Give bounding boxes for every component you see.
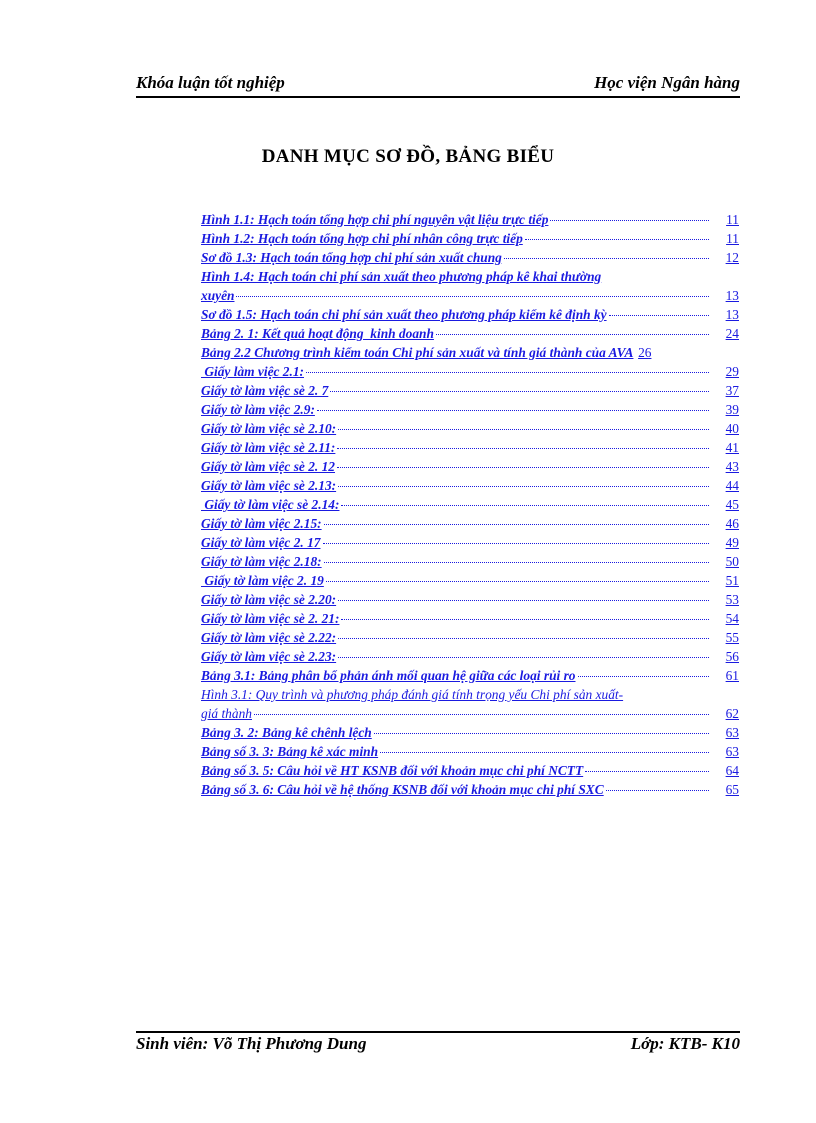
toc-entry-text[interactable]: Giấy tờ làm việc sè 2. 12 xyxy=(201,459,335,474)
dot-leader xyxy=(380,752,709,753)
dot-leader xyxy=(525,239,709,240)
toc-page-number[interactable]: 13 xyxy=(725,288,739,303)
toc-page-number[interactable]: 26 xyxy=(638,345,652,360)
toc-page-number[interactable]: 39 xyxy=(725,402,739,417)
toc-page-number[interactable]: 11 xyxy=(726,212,739,227)
dot-leader xyxy=(504,258,709,259)
table-of-figures xyxy=(201,210,739,799)
toc-entry-text[interactable]: Giấy tờ làm việc 2. 19 xyxy=(201,573,324,588)
toc-entry-text[interactable]: Bảng 2.2 Chương trình kiểm toán Chi phí sản xuất và tính giá thành của AVA xyxy=(201,345,634,360)
dot-leader xyxy=(324,524,709,525)
toc-page-number[interactable]: 11 xyxy=(726,231,739,246)
toc-entry[interactable] xyxy=(201,723,739,742)
toc-entry-text[interactable]: Giấy tờ làm việc sè 2.14: xyxy=(201,497,340,512)
toc-entry-text[interactable]: Bảng số 3. 3: Bảng kê xác minh xyxy=(201,744,379,759)
dot-leader xyxy=(374,733,709,734)
toc-entry[interactable] xyxy=(201,476,739,495)
toc-entry[interactable] xyxy=(201,343,739,362)
toc-entry-text[interactable]: Hình 1.2: Hạch toán tổng hợp chi phí nhân công trực tiếp xyxy=(201,231,523,246)
toc-page-number[interactable]: 43 xyxy=(725,459,739,474)
toc-page-number[interactable]: 51 xyxy=(725,573,739,588)
toc-page-number[interactable]: 49 xyxy=(725,535,739,550)
dot-leader xyxy=(338,600,709,601)
page-footer xyxy=(136,1034,740,1054)
page-title: DANH MỤC SƠ ĐỒ, BẢNG BIỂU xyxy=(261,146,555,167)
toc-entry[interactable] xyxy=(201,438,739,457)
toc-page-number[interactable]: 12 xyxy=(725,250,739,265)
toc-entry[interactable] xyxy=(201,248,739,267)
toc-page-number[interactable]: 63 xyxy=(725,725,739,740)
toc-page-number[interactable]: 62 xyxy=(725,706,739,721)
toc-entry-text[interactable]: Giấy tờ làm việc sè 2.11: xyxy=(201,440,336,455)
toc-page-number[interactable]: 63 xyxy=(725,744,739,759)
header-rule xyxy=(136,96,740,98)
dot-leader xyxy=(330,391,709,392)
dot-leader xyxy=(337,467,709,468)
toc-entry[interactable] xyxy=(201,362,739,381)
toc-page-number[interactable]: 44 xyxy=(725,478,739,493)
toc-entry[interactable] xyxy=(201,552,739,571)
toc-page-number[interactable]: 40 xyxy=(725,421,739,436)
dot-leader xyxy=(324,562,709,563)
header-institution: Học viện Ngân hàng xyxy=(594,73,740,92)
dot-leader xyxy=(323,543,710,544)
toc-entry[interactable] xyxy=(201,381,739,400)
toc-page-number[interactable]: 55 xyxy=(725,630,739,645)
toc-entry[interactable] xyxy=(201,305,739,324)
toc-entry-text[interactable]: Giấy tờ làm việc 2.18: xyxy=(201,554,322,569)
dot-leader xyxy=(326,581,709,582)
toc-entry[interactable] xyxy=(201,324,739,343)
toc-page-number[interactable]: 53 xyxy=(725,592,739,607)
toc-entry[interactable] xyxy=(201,666,739,685)
dot-leader xyxy=(585,771,709,772)
footer-rule xyxy=(136,1031,740,1033)
dot-leader xyxy=(341,505,709,506)
toc-page-number[interactable]: 61 xyxy=(725,668,739,683)
toc-entry[interactable] xyxy=(201,514,739,533)
toc-entry-text[interactable]: Bảng số 3. 6: Câu hỏi về hệ thống KSNB đối với khoản mục chi phí SXC xyxy=(201,782,604,797)
dot-leader xyxy=(338,486,709,487)
toc-entry[interactable] xyxy=(201,742,739,761)
toc-entry[interactable] xyxy=(201,609,739,628)
toc-entry-text[interactable]: Sơ đồ 1.3: Hạch toán tổng hợp chi phí sản xuất chung xyxy=(201,250,502,265)
toc-entry-text[interactable]: Bảng 2. 1: Kết quả hoạt động kinh doanh xyxy=(201,326,434,341)
toc-entry-text[interactable]: Giấy tờ làm việc sè 2.13: xyxy=(201,478,337,493)
toc-entry-text[interactable]: Bảng 3. 2: Bảng kê chênh lệch xyxy=(201,725,372,740)
toc-entry[interactable] xyxy=(201,210,739,229)
toc-entry[interactable] xyxy=(201,628,739,647)
toc-entry[interactable] xyxy=(201,533,739,552)
toc-entry[interactable] xyxy=(201,761,739,780)
dot-leader xyxy=(338,657,709,658)
toc-entry-text[interactable]: Bảng số 3. 5: Câu hỏi về HT KSNB đối với khoản mục chi phí NCTT xyxy=(201,763,584,778)
toc-entry[interactable] xyxy=(201,400,739,419)
header-thesis-label: Khóa luận tốt nghiệp xyxy=(136,73,285,92)
toc-page-number[interactable]: 54 xyxy=(725,611,739,626)
dot-leader xyxy=(338,638,709,639)
toc-entry-text-continued[interactable]: xuyên xyxy=(201,288,235,303)
footer-student-name: Sinh viên: Võ Thị Phương Dung xyxy=(136,1034,367,1053)
dot-leader xyxy=(236,296,709,297)
toc-entry[interactable] xyxy=(201,419,739,438)
dot-leader xyxy=(341,619,709,620)
dot-leader xyxy=(317,410,709,411)
dot-leader xyxy=(306,372,709,373)
dot-leader xyxy=(578,676,710,677)
toc-entry[interactable] xyxy=(201,229,739,248)
toc-entry-text[interactable]: Hình 1.1: Hạch toán tổng hợp chi phí nguyên vật liệu trực tiếp xyxy=(201,212,549,227)
dot-leader xyxy=(606,790,709,791)
toc-entry-text[interactable]: Giấy tờ làm việc 2.15: xyxy=(201,516,322,531)
toc-page-number[interactable]: 41 xyxy=(725,440,739,455)
toc-entry[interactable] xyxy=(201,457,739,476)
dot-leader xyxy=(436,334,709,335)
toc-entry[interactable] xyxy=(201,571,739,590)
toc-page-number[interactable]: 50 xyxy=(725,554,739,569)
toc-page-number[interactable]: 64 xyxy=(725,763,739,778)
toc-page-number[interactable]: 45 xyxy=(725,497,739,512)
toc-entry-text[interactable]: Giấy tờ làm việc sè 2. 7 xyxy=(201,383,329,398)
toc-page-number[interactable]: 65 xyxy=(725,782,739,797)
toc-entry-text[interactable]: Giấy tờ làm việc 2.9: xyxy=(201,402,315,417)
dot-leader xyxy=(338,429,709,430)
toc-entry-text[interactable]: Hình 3.1: Quy trình và phương pháp đánh giá tính trọng yếu Chi phí sản xuất- xyxy=(201,687,624,702)
toc-entry-text[interactable]: Giấy tờ làm việc 2. 17 xyxy=(201,535,321,550)
toc-entry-text[interactable]: Bảng 3.1: Bảng phân bổ phản ánh mối quan hệ giữa các loại rủi ro xyxy=(201,668,576,683)
toc-entry-text[interactable]: Giấy làm việc 2.1: xyxy=(201,364,304,379)
toc-entry-text[interactable]: Giấy tờ làm việc sè 2.10: xyxy=(201,421,337,436)
toc-entry-text[interactable]: Giấy tờ làm việc sè 2.22: xyxy=(201,630,337,645)
footer-class: Lớp: KTB- K10 xyxy=(630,1034,740,1053)
toc-entry-text[interactable]: Giấy tờ làm việc sè 2. 21: xyxy=(201,611,340,626)
toc-entry-text[interactable]: Giấy tờ làm việc sè 2.20: xyxy=(201,592,337,607)
toc-entry[interactable] xyxy=(201,685,739,723)
toc-entry[interactable] xyxy=(201,590,739,609)
toc-entry-text[interactable]: Sơ đồ 1.5: Hạch toán chi phí sản xuất theo phương pháp kiểm kê định kỳ xyxy=(201,307,607,322)
toc-entry-text[interactable]: Hình 1.4: Hạch toán chi phí sản xuất theo phương pháp kê khai thường xyxy=(201,269,602,284)
toc-page-number[interactable]: 56 xyxy=(725,649,739,664)
toc-entry-text[interactable]: Giấy tờ làm việc sè 2.23: xyxy=(201,649,337,664)
toc-entry[interactable] xyxy=(201,647,739,666)
toc-page-number[interactable]: 29 xyxy=(725,364,739,379)
toc-page-number[interactable]: 37 xyxy=(725,383,739,398)
toc-page-number[interactable]: 46 xyxy=(725,516,739,531)
toc-page-number[interactable]: 13 xyxy=(725,307,739,322)
toc-entry[interactable] xyxy=(201,267,739,305)
toc-entry[interactable] xyxy=(201,495,739,514)
dot-leader xyxy=(254,714,709,715)
toc-entry[interactable] xyxy=(201,780,739,799)
toc-page-number[interactable]: 24 xyxy=(725,326,739,341)
page-header xyxy=(136,73,740,95)
dot-leader xyxy=(609,315,709,316)
dot-leader xyxy=(550,220,709,221)
dot-leader xyxy=(337,448,709,449)
toc-entry-text-continued[interactable]: giá thành xyxy=(201,706,252,721)
